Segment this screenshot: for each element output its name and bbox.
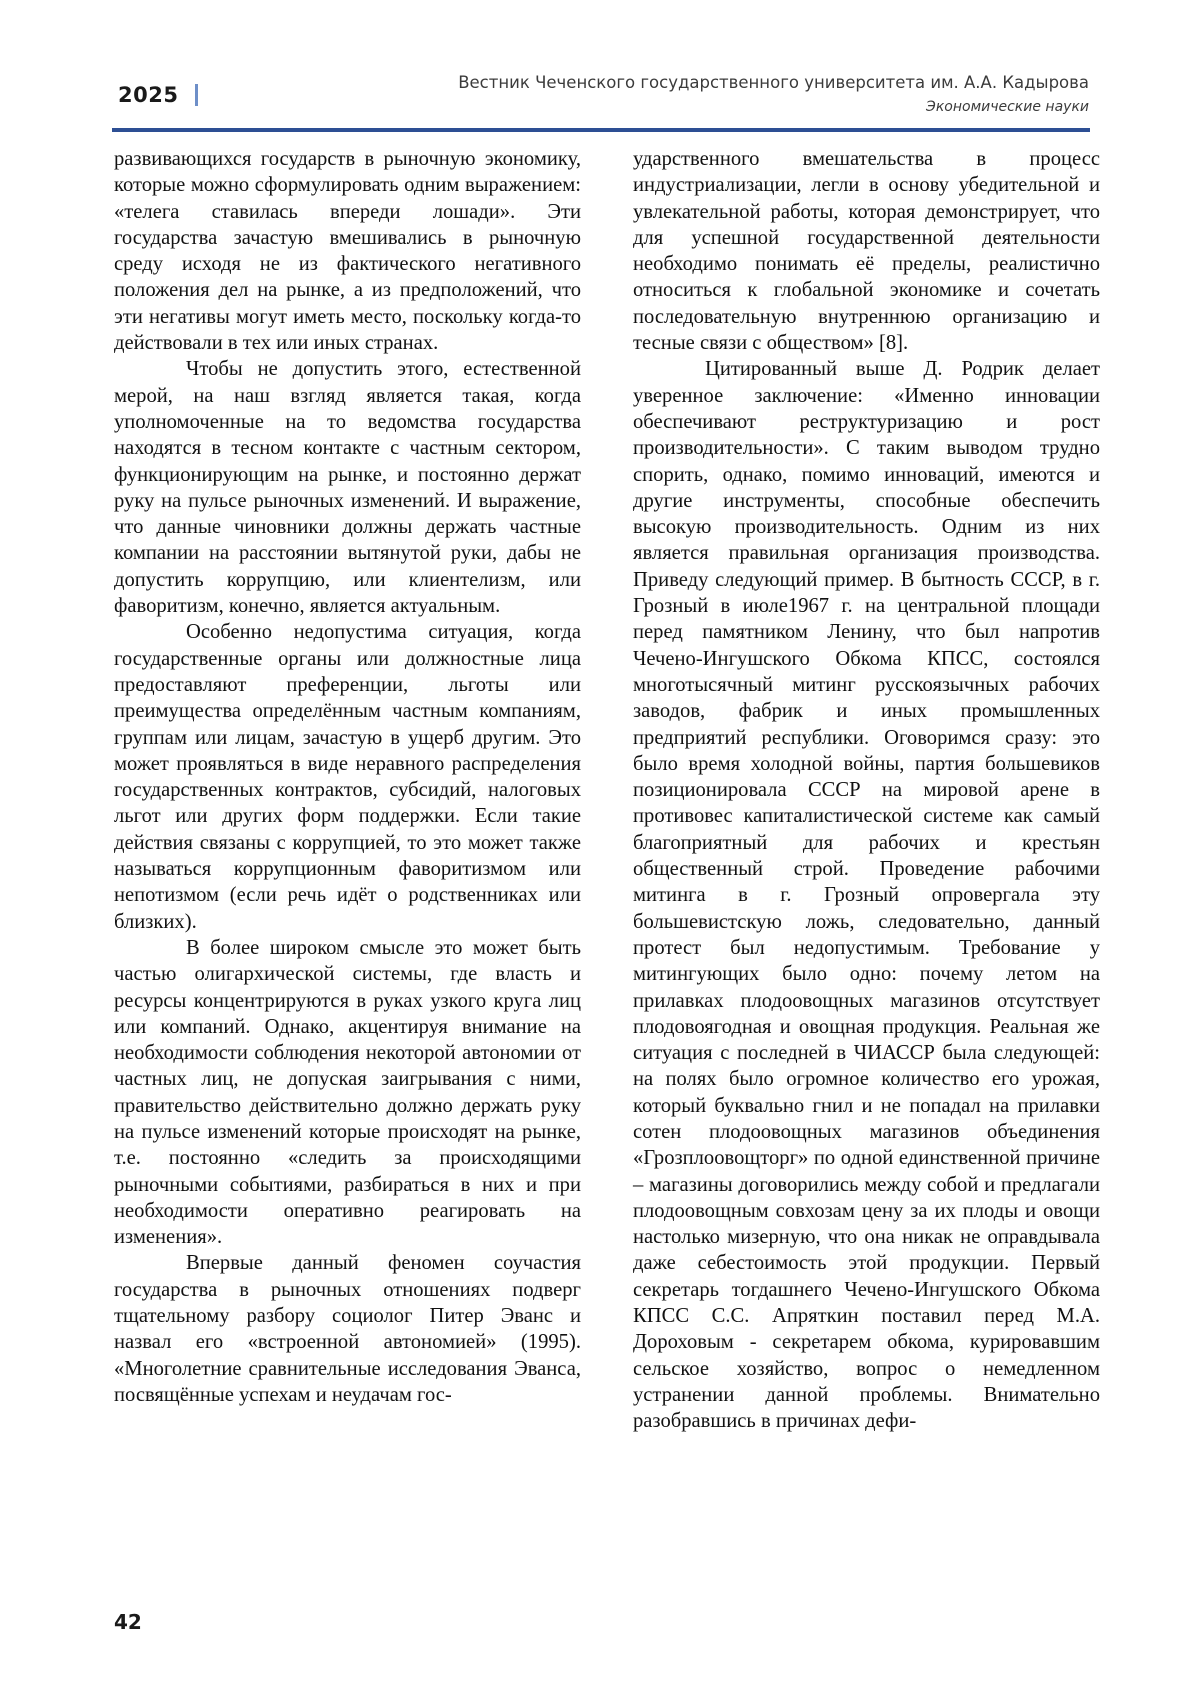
year-divider: [195, 84, 198, 106]
paragraph: ударственного вмешательства в процесс индустриализации, легли в основу убедительной и увлекательной работы, которая демонстрирует, что для успешной государственной деятельности необходимо понимать её пределы, реалистично относиться к глобальной экономике и сочетать последовательную внутреннюю организацию и тесные связи с обществом» [8].: [633, 148, 1100, 355]
paragraph: Цитированный выше Д. Родрик делает уверенное заключение: «Именно инновации обеспечивают реструктуризацию и рост производительности». С таким выводом трудно спорить, однако, помимо инноваций, имеются и другие инструменты, способные обеспечить высокую производительность. Одним из них является правильная организация производства. Приведу следующий пример. В бытность СССР, в г. Грозный в июле1967 г. на центральной площади перед памятником Ленину, что был напротив Чечено-Ингушского Обкома КПСС, состоялся многотысячный митинг русскоязычных рабочих заводов, фабрик и иных промышленных предприятий республики. Оговоримся сразу: это было время холодной войны, партия большевиков позиционировала СССР на мировой арене в противовес капиталистической системе как самый благоприятный для рабочих и крестьян общественный строй. Проведение рабочими митинга в г. Грозный опровергала эту большевистскую ложь, следовательно, данный протест был недопустимым. Требование у митингующих было одно: почему летом на прилавках плодоовощных магазинов отсутствует плодовоягодная и овощная продукция. Реальная же ситуация с последней в ЧИАССР была следующей: на полях было огромное количество его урожая, который буквально гнил и не попадал на прилавки сотен плодоовощных магазинов объединения «Грозплоовощторг» по одной единственной причине – магазины договорились между собой и предлагали плодоовощным совхозам цену за их плоды и овощи настолько мизерную, что она никак не оправдывала даже себестоимость этой продукции. Первый секретарь тогдашнего Чечено-Ингушского Обкома КПСС С.С. Апряткин поставил перед М.А. Дороховым - секретарем обкома, курировавшим сельское хозяйство, вопрос о немедленном устранении данной проблемы. Внимательно разобравшись в причинах дефи-: [633, 358, 1100, 1433]
page-number: 42: [114, 1610, 142, 1634]
right-column: [633, 146, 1100, 1435]
paragraph: Впервые данный феномен соучастия государства в рыночных отношениях подверг тщательному разбору социолог Питер Эванс и назвал его «встроенной автономией» (1995). «Многолетние сравнительные исследования Эванса, посвящённые успехам и неудачам гос-: [114, 1252, 581, 1406]
paragraph: В более широком смысле это может быть частью олигархической системы, где власть и ресурсы концентрируются в руках узкого круга лиц или компаний. Однако, акцентируя внимание на необходимости соблюдения некоторой автономии от частных лиц, не допуская заигрывания с ними, правительство действительно должно держать руку на пульсе изменений которые происходят на рынке, т.е. постоянно «следить за происходящими рыночными событиями, разбираться в них и при необходимости оперативно реагировать на изменения».: [114, 936, 581, 1249]
paragraph: развивающихся государств в рыночную экономику, которые можно сформулировать одним выражением: «телега ставилась впереди лошади». Эти государства зачастую вмешивались в рыночную среду исходя не из фактического негативного положения дел на рынке, а из предположений, что эти негативы могут иметь место, поскольку когда-то действовали в тех или иных странах.: [114, 148, 581, 355]
paragraph: Особенно недопустима ситуация, когда государственные органы или должностные лица предоставляют преференции, льготы или преимущества определённым частным компаниям, группам или лицам, зачастую в ущерб другим. Это может проявляться в виде неравного распределения государственных контрактов, субсидий, налоговых льгот или других форм поддержки. Если такие действия связаны с коррупцией, то это может также называться коррупционным фаворитизмом или непотизмом (если речь идёт о родственниках или близких).: [114, 621, 581, 933]
header-rule: [112, 128, 1090, 132]
left-column: [114, 146, 581, 1408]
paragraph: Чтобы не допустить этого, естественной мерой, на наш взгляд является такая, когда уполномоченные на то ведомства государства находятся в тесном контакте с частным сектором, функционирующим на рынке, и постоянно держат руку на пульсе рыночных изменений. И выражение, что данные чиновники должны держать частные компании на расстоянии вытянутой руки, дабы не допустить коррупцию, или клиентелизм, или фаворитизм, конечно, является актуальным.: [114, 358, 581, 618]
journal-section: Экономические науки: [926, 99, 1089, 115]
journal-title: Вестник Чеченского государственного университета им. А.А. Кадырова: [458, 73, 1089, 92]
page-year: 2025: [118, 83, 179, 107]
